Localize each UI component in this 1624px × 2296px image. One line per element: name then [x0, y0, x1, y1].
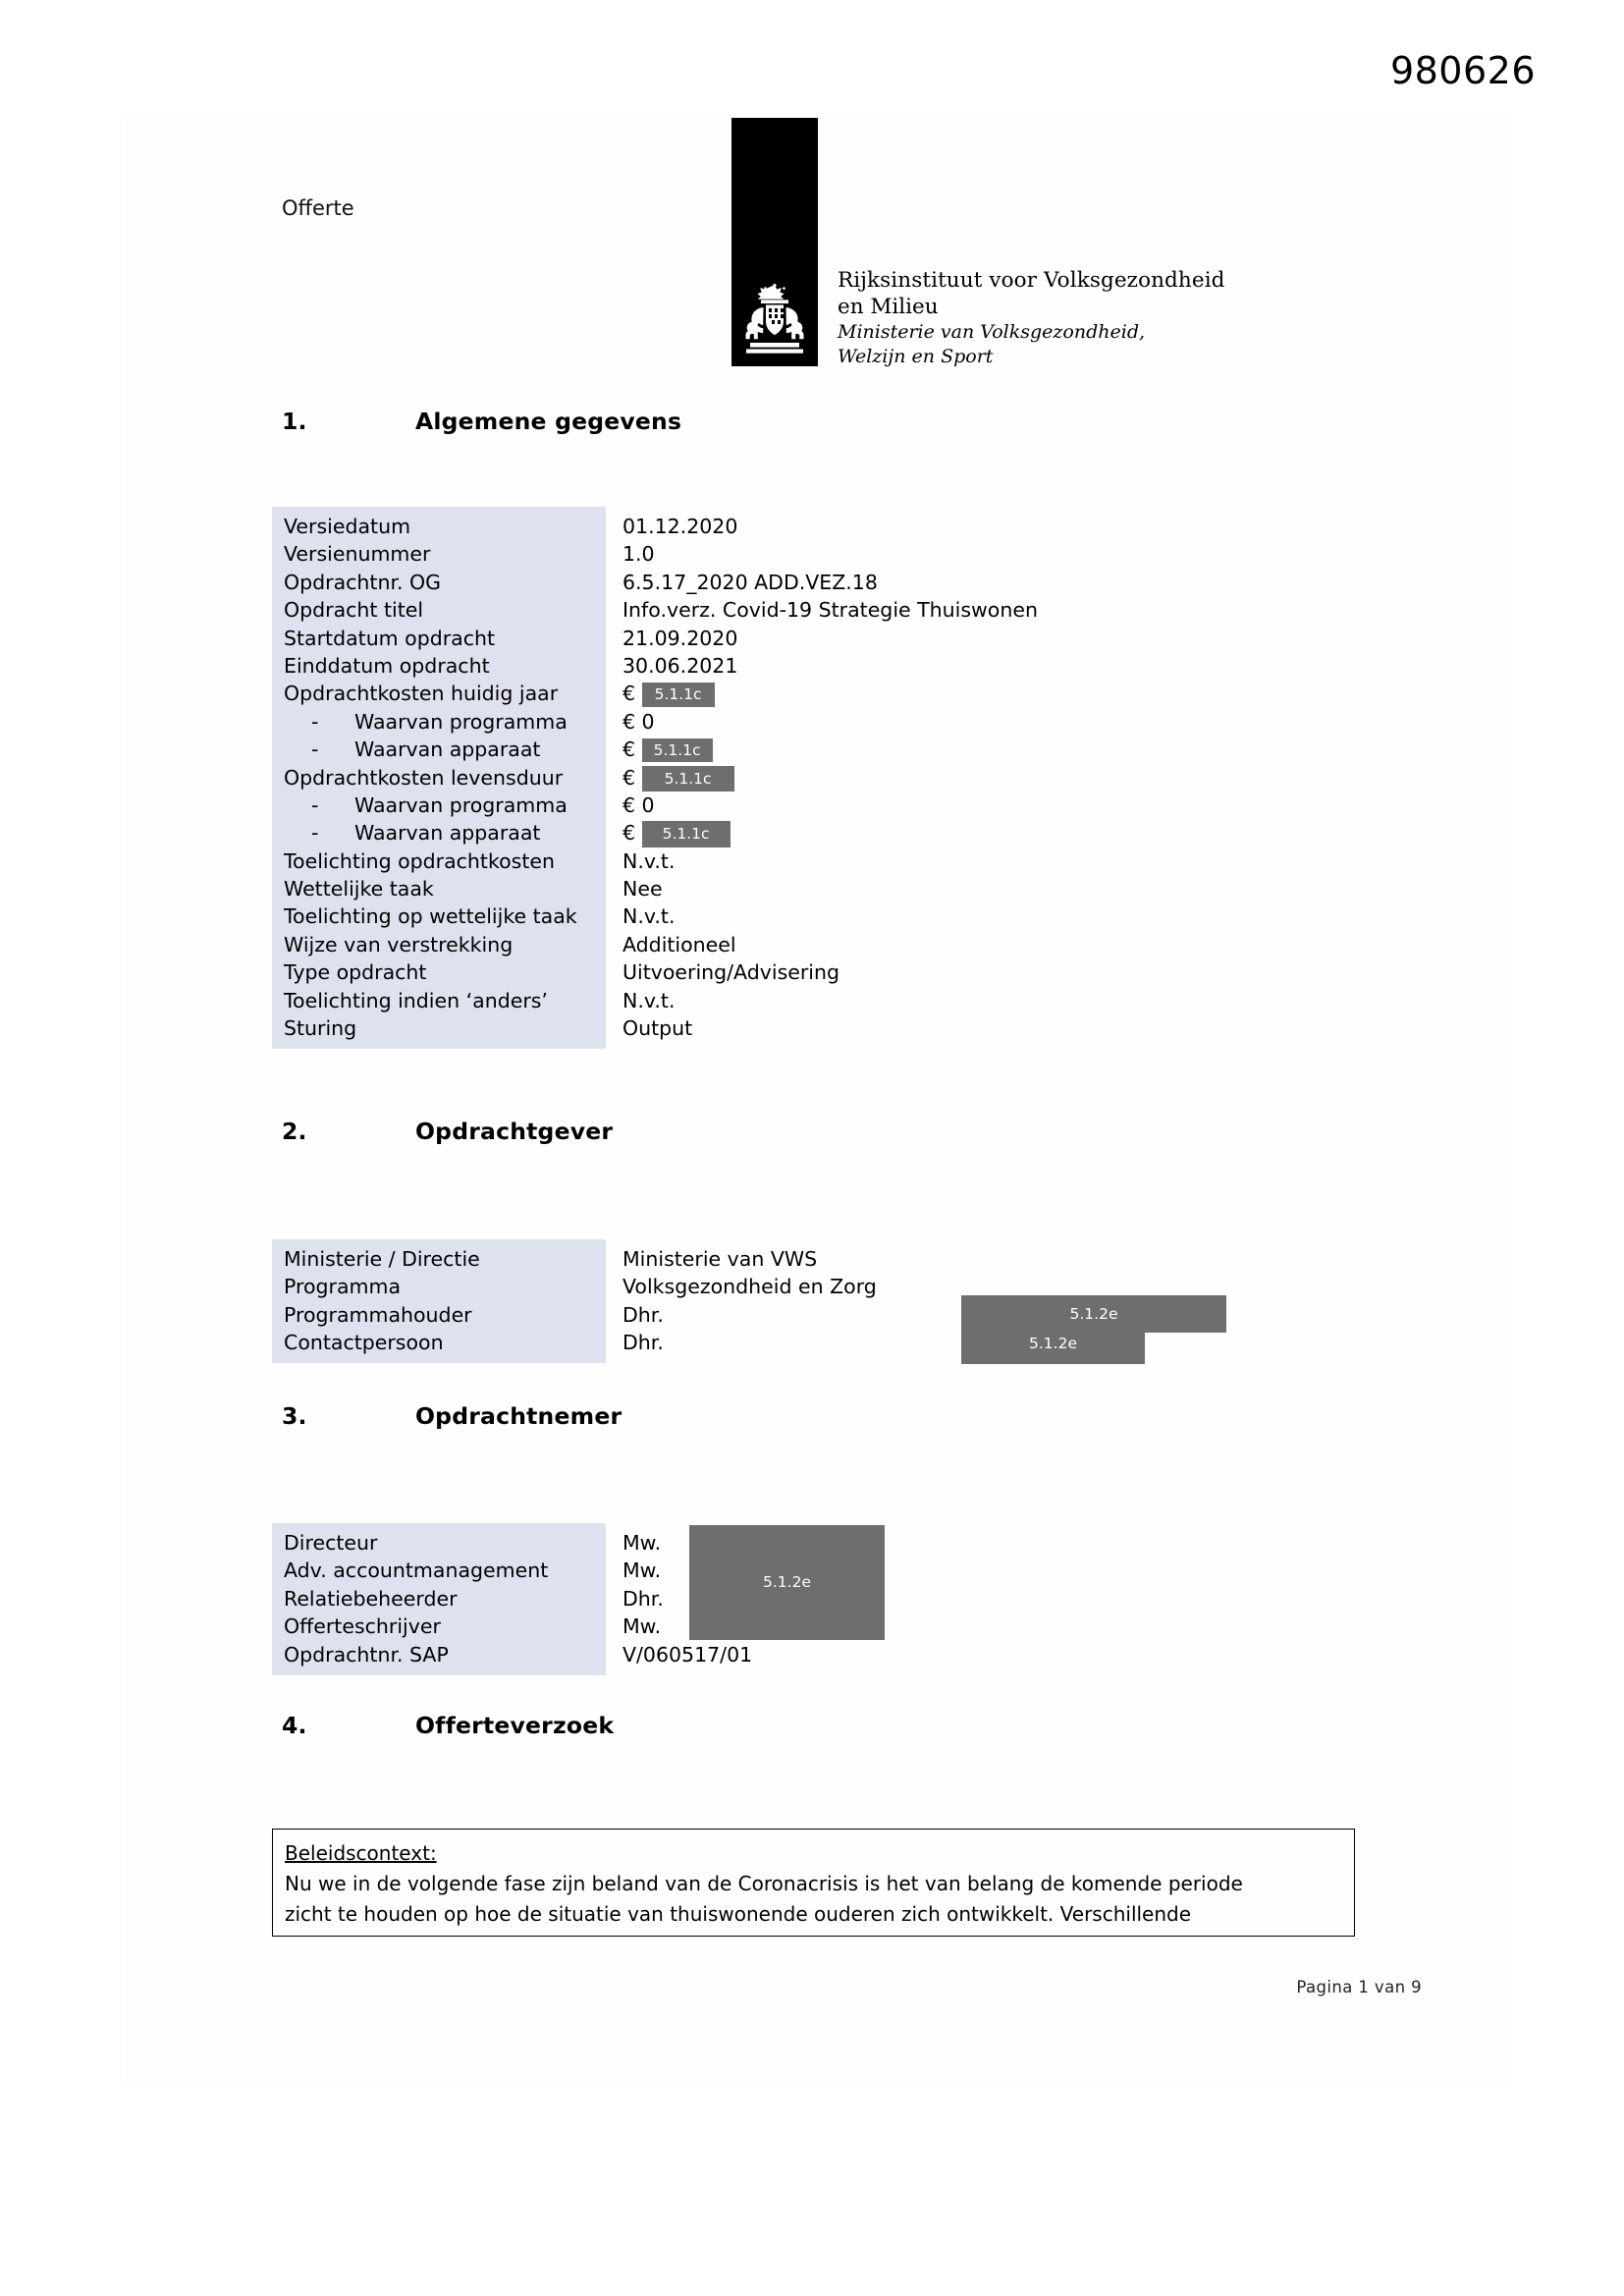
redaction-block: 5.1.1c — [642, 821, 731, 847]
section-number: 2. — [282, 1118, 307, 1145]
document-number: 980626 — [1389, 49, 1536, 92]
table-row-value — [623, 736, 1251, 763]
list-dash-marker: - — [311, 793, 319, 817]
table-row-label: Offerteschrijver — [284, 1614, 441, 1639]
section-heading-algemene-gegevens — [282, 408, 681, 435]
table-row-value: Uitvoering/Advisering — [623, 960, 839, 985]
table-row-label: Toelichting op wettelijke taak — [284, 904, 577, 929]
list-dash-marker: - — [311, 709, 319, 734]
redaction-block: 5.1.1c — [642, 683, 715, 707]
table-label-column — [272, 507, 606, 1049]
beleidscontext-line-2: zicht te houden op hoe de situatie van thuiswonende ouderen zich ontwikkelt. Verschillende — [285, 1902, 1192, 1926]
currency-symbol: € — [623, 765, 642, 790]
redaction-block: 5.1.2e — [961, 1295, 1226, 1333]
table-row-value: € 0 — [623, 709, 655, 734]
table-row-label: Einddatum opdracht — [284, 653, 490, 678]
table-row-value: Mw. — [623, 1531, 662, 1555]
redaction-block: 5.1.2e — [961, 1323, 1145, 1364]
table-row-label: Startdatum opdracht — [284, 626, 496, 650]
section-heading-opdrachtgever — [282, 1118, 613, 1145]
table-label-column — [272, 1239, 606, 1363]
section-title: Opdrachtnemer — [415, 1402, 623, 1430]
table-row-value: 1.0 — [623, 542, 655, 567]
label-text: Waarvan programma — [354, 793, 568, 817]
list-dash-marker: - — [311, 821, 319, 846]
table-row-value — [623, 819, 1251, 847]
label-text: Waarvan programma — [354, 709, 568, 734]
table-row-label — [284, 792, 596, 819]
table-row-label: Versiedatum — [284, 515, 411, 538]
redaction-block: 5.1.1c — [642, 766, 734, 792]
currency-symbol: € — [623, 821, 642, 846]
beleidscontext-line-1: Nu we in de volgende fase zijn beland van de Coronacrisis is het van belang de komende periode — [285, 1872, 1243, 1895]
table-row-label: Programma — [284, 1275, 402, 1299]
table-row-label: Type opdracht — [284, 960, 427, 985]
table-row-label: Opdracht titel — [284, 598, 424, 623]
table-row-value: N.v.t. — [623, 848, 676, 873]
logo-wordmark — [838, 268, 1240, 369]
table-label-column — [272, 1523, 606, 1675]
table-row-value: 30.06.2021 — [623, 653, 738, 678]
table-row-value: Output — [623, 1016, 693, 1041]
table-algemene-gegevens — [272, 507, 1254, 1041]
table-row-label: Toelichting indien ‘anders’ — [284, 988, 548, 1012]
table-row-label — [284, 708, 596, 736]
table-row-label: Wettelijke taak — [284, 877, 434, 902]
section-title: Opdrachtgever — [415, 1118, 614, 1145]
section-number: 3. — [282, 1402, 307, 1430]
rivm-logo — [731, 118, 1242, 368]
table-row-label: Opdrachtnr. OG — [284, 570, 442, 594]
currency-symbol: € — [623, 682, 642, 706]
table-row-label: Directeur — [284, 1531, 378, 1555]
list-dash-marker: - — [311, 738, 319, 762]
table-row-value: 6.5.17_2020 ADD.VEZ.18 — [623, 570, 878, 594]
table-row-value: Dhr. — [623, 1302, 664, 1327]
logo-institute-line-2: en Milieu — [838, 294, 939, 319]
section-heading-opdrachtnemer — [282, 1402, 622, 1430]
section-title: Algemene gegevens — [415, 408, 682, 435]
table-row-label: Wijze van verstrekking — [284, 932, 514, 957]
table-row-value: € 0 — [623, 793, 655, 817]
section-heading-offerteverzoek — [282, 1712, 614, 1739]
section-number: 1. — [282, 408, 307, 435]
table-row-value: 01.12.2020 — [623, 515, 738, 538]
table-row-label: Relatiebeheerder — [284, 1586, 458, 1611]
table-row-value: 21.09.2020 — [623, 626, 738, 650]
netherlands-coat-of-arms-icon — [737, 284, 812, 356]
page-footer: Pagina 1 van 9 — [1296, 1978, 1422, 1996]
document-kind-label: Offerte — [282, 196, 354, 220]
table-row-label: Sturing — [284, 1016, 357, 1041]
table-value-column — [623, 507, 1251, 1048]
table-row-value: Mw. — [623, 1614, 662, 1639]
currency-symbol: € — [623, 738, 642, 762]
label-text: Waarvan apparaat — [354, 821, 541, 846]
logo-institute-line-1: Rijksinstituut voor Volksgezondheid — [838, 268, 1225, 293]
table-row-value: Mw. — [623, 1558, 662, 1583]
table-row-value: V/060517/01 — [623, 1642, 753, 1667]
section-title: Offerteverzoek — [415, 1712, 615, 1739]
table-row-label — [284, 819, 596, 847]
table-row-label — [284, 736, 596, 763]
beleidscontext-box — [272, 1829, 1355, 1937]
table-row-label: Programmahouder — [284, 1302, 472, 1327]
table-row-value — [623, 680, 1251, 707]
logo-ministry-line-2: Welzijn en Sport — [838, 346, 994, 367]
table-row-label: Opdrachtkosten levensduur — [284, 765, 564, 790]
table-row-label: Contactpersoon — [284, 1331, 444, 1355]
table-row-value: N.v.t. — [623, 904, 676, 929]
table-row-value: Ministerie van VWS — [623, 1247, 818, 1271]
table-row-value: Dhr. — [623, 1586, 664, 1611]
table-row-label: Adv. accountmanagement — [284, 1558, 549, 1583]
table-row-value: Volksgezondheid en Zorg — [623, 1275, 877, 1299]
table-row-label: Ministerie / Directie — [284, 1247, 480, 1271]
logo-ministry-line-1: Ministerie van Volksgezondheid, — [838, 321, 1146, 344]
table-row-value — [623, 764, 1251, 792]
table-row-value: Nee — [623, 877, 663, 902]
section-number: 4. — [282, 1712, 307, 1739]
redaction-block: 5.1.1c — [642, 738, 713, 762]
table-row-label: Toelichting opdrachtkosten — [284, 848, 555, 873]
table-row-value: N.v.t. — [623, 988, 676, 1012]
table-row-value: Info.verz. Covid-19 Strategie Thuiswonen — [623, 598, 1038, 623]
table-row-value: Additioneel — [623, 932, 736, 957]
table-row-label: Opdrachtkosten huidig jaar — [284, 682, 559, 706]
beleidscontext-heading: Beleidscontext: — [285, 1841, 437, 1865]
table-row-label: Opdrachtnr. SAP — [284, 1642, 449, 1667]
table-row-label: Versienummer — [284, 542, 431, 567]
redaction-block: 5.1.2e — [689, 1525, 885, 1640]
table-row-value: Dhr. — [623, 1331, 664, 1355]
label-text: Waarvan apparaat — [354, 738, 541, 762]
